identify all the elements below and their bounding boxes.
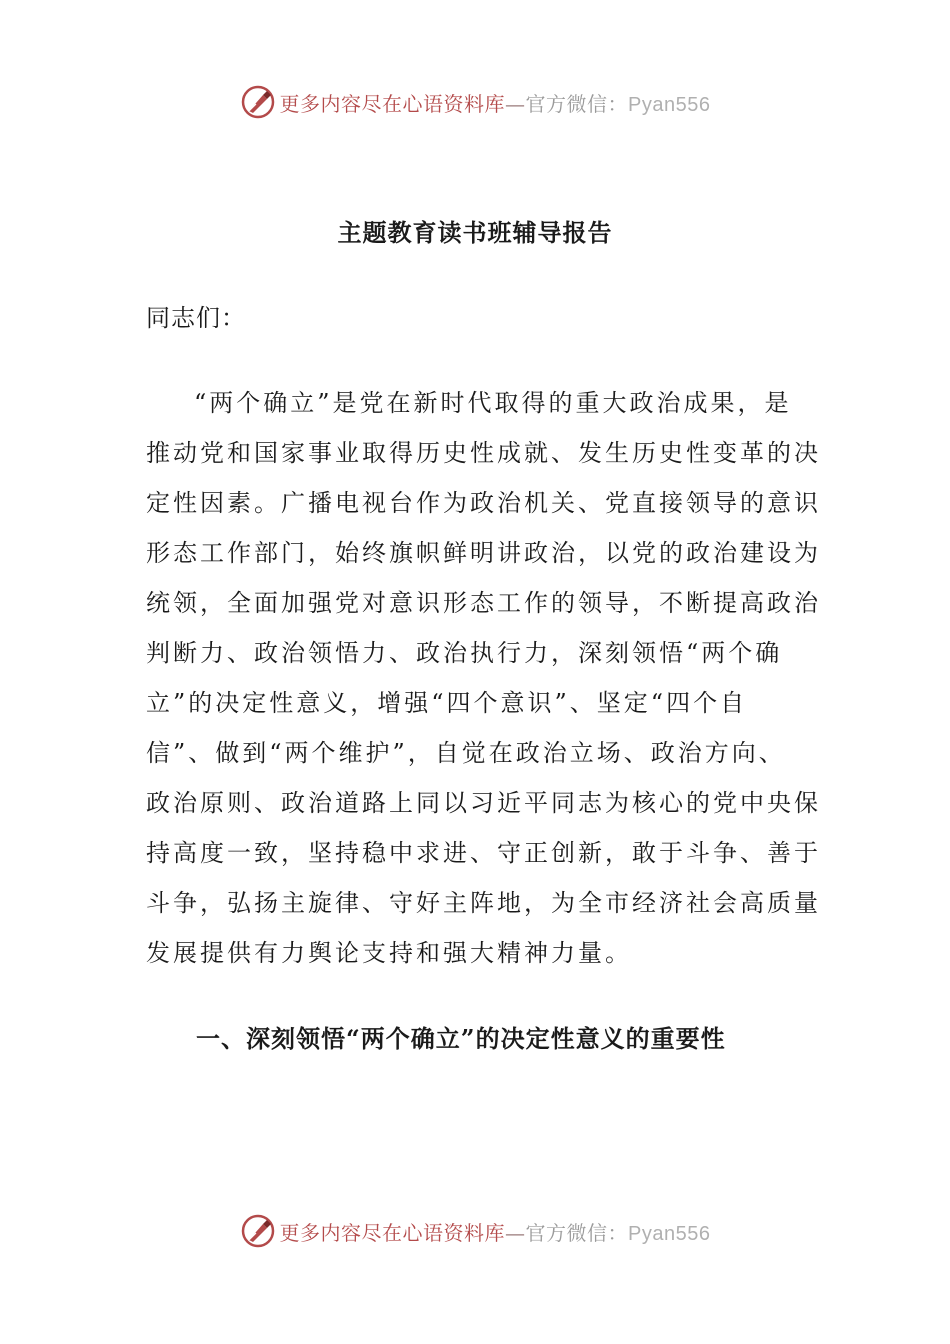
watermark-text xyxy=(280,1217,711,1246)
paragraph-line: 政治原则、政治道路上同以习近平同志为核心的党中央保 xyxy=(146,789,821,817)
paragraph-line: 发展提供有力舆论支持和强大精神力量。 xyxy=(146,939,632,967)
section-heading: 一、深刻领悟“两个确立”的决定性意义的重要性 xyxy=(196,1024,726,1053)
watermark-separator: — xyxy=(505,91,526,116)
watermark-separator: — xyxy=(505,1220,526,1245)
paragraph-line: 定性因素。广播电视台作为政治机关、党直接领导的意识 xyxy=(146,489,821,517)
watermark-wechat-account: Pyan556 xyxy=(628,93,711,116)
paragraph-line: 信”、做到“两个维护”，自觉在政治立场、政治方向、 xyxy=(146,739,786,767)
body-paragraph xyxy=(146,378,821,978)
paragraph-line: “两个确立”是党在新时代取得的重大政治成果，是 xyxy=(194,389,792,417)
paragraph-line: 立”的决定性意义，增强“四个意识”、坚定“四个自 xyxy=(146,689,748,717)
salutation: 同志们： xyxy=(146,304,246,332)
paragraph-line: 斗争，弘扬主旋律、守好主阵地，为全市经济社会高质量 xyxy=(146,889,821,917)
paragraph-line: 形态工作部门，始终旗帜鲜明讲政治，以党的政治建设为 xyxy=(146,539,821,567)
watermark-wechat-label: 官方微信： xyxy=(525,1220,629,1245)
paragraph-line: 统领，全面加强党对意识形态工作的领导，不断提高政治 xyxy=(146,589,821,617)
pen-nib-logo-icon xyxy=(240,1213,276,1249)
watermark-main-text: 更多内容尽在心语资料库 xyxy=(279,91,506,116)
header-watermark-banner xyxy=(0,80,950,124)
pen-nib-logo-icon xyxy=(240,84,276,120)
paragraph-line: 持高度一致，坚持稳中求进、守正创新，敢于斗争、善于 xyxy=(146,839,821,867)
document-title: 主题教育读书班辅导报告 xyxy=(337,218,613,247)
footer-watermark-banner xyxy=(0,1209,950,1253)
paragraph-line: 判断力、政治领悟力、政治执行力，深刻领悟“两个确 xyxy=(146,639,783,667)
watermark-main-text: 更多内容尽在心语资料库 xyxy=(279,1220,506,1245)
watermark-wechat-label: 官方微信： xyxy=(525,91,629,116)
paragraph-line: 推动党和国家事业取得历史性成就、发生历史性变革的决 xyxy=(146,439,821,467)
watermark-wechat-account: Pyan556 xyxy=(628,1222,711,1245)
watermark-text xyxy=(280,88,711,117)
